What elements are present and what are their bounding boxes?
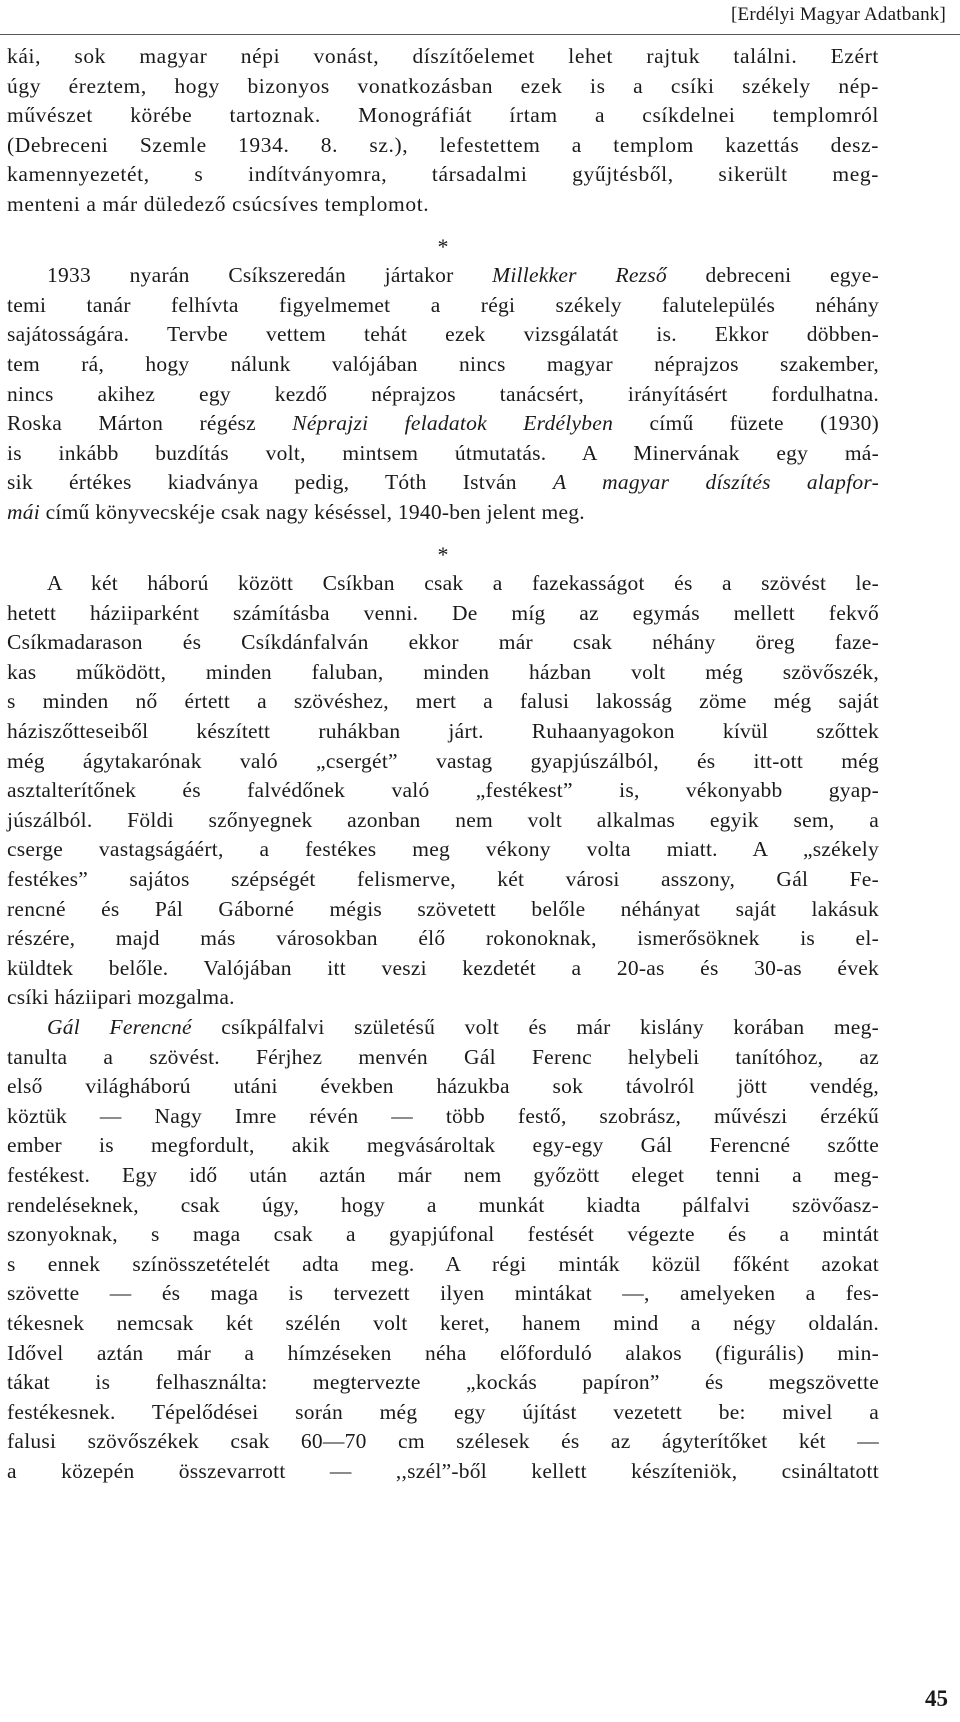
text-line: a közepén összevarrott — ,,szél”-ből kellett készíteniök, csináltatott	[7, 1458, 879, 1483]
text-line: első világháború utáni években házukba sok távolról jött vendég,	[7, 1074, 879, 1099]
text-span: 1933 nyarán Csíkszeredán jártakor	[47, 263, 493, 288]
text-line: tanulta a szövést. Férjhez menvén Gál Ferenc helybeli tanítóhoz, az	[7, 1044, 879, 1069]
text-line: tákat is felhasználta: megtervezte „kockás papíron” és megszövette	[7, 1370, 879, 1395]
book-title: mái	[7, 499, 40, 524]
text-line: még ágytakarónak való „csergét” vastag gyapjúszálból, és itt-ott még	[7, 748, 879, 773]
text-line	[7, 468, 879, 498]
text-line	[7, 498, 879, 528]
text-line: háziszőtteseiből készített ruhákban járt. Ruhaanyagokon kívül szőttek	[7, 719, 879, 744]
text-line: kas működött, minden faluban, minden házban volt még szövőszék,	[7, 659, 879, 684]
text-line: is inkább buzdítás volt, mintsem útmutatás. A Minervának egy má-	[7, 440, 879, 465]
text-line: sajátosságára. Tervbe vettem tehát ezek vizsgálatát is. Ekkor döbben-	[7, 322, 879, 347]
paragraph-gal-ferencne	[7, 1013, 879, 1487]
text-line: festékesnek. Tépelődései során még egy újítást vezetett be: mivel a	[7, 1399, 879, 1424]
text-line: részére, majd más városokban élő rokonoknak, ismerősöknek is el-	[7, 926, 879, 951]
text-line: szövette — és maga is tervezett ilyen mintákat —, amelyeken a fes-	[7, 1281, 879, 1306]
text-line: rencné és Pál Gáborné mégis szövetett belőle néhányat saját lakásuk	[7, 896, 879, 921]
text-line: falusi szövőszékek csak 60—70 cm szélesek és az ágyterítőket két —	[7, 1429, 879, 1454]
person-name: Gál Ferencné	[47, 1015, 192, 1039]
source-header: [Erdélyi Magyar Adatbank]	[731, 4, 946, 25]
text-span: című könyvecskéje csak nagy késéssel, 1940-ben jelent meg.	[40, 499, 585, 524]
page-number: 45	[925, 1686, 948, 1711]
text-span: Roska Márton régész	[7, 411, 293, 436]
text-line: A két háború között Csíkban csak a fazekasságot és a szövést le-	[47, 571, 879, 596]
text-line: csíki háziipari mozgalma.	[7, 985, 235, 1010]
text-line: cserge vastagságáért, a festékes meg vékony volta miatt. A „székely	[7, 837, 879, 862]
text-line: júszálból. Földi szőnyegnek azonban nem volt alkalmas egyik sem, a	[7, 807, 879, 832]
section-separator: *	[437, 541, 449, 567]
text-line: művészet körébe tartoznak. Monográfiát írtam a csíkdelnei templomról	[7, 103, 879, 128]
text-line: rendeléseknek, csak úgy, hogy a munkát kiadta pálfalvi szövőasz-	[7, 1192, 879, 1217]
paragraph-church	[7, 42, 879, 220]
text-line: tem rá, hogy nálunk valójában nincs magyar néprajzos szakember,	[7, 351, 879, 376]
header-rule	[0, 34, 960, 35]
text-line: temi tanár felhívta figyelmemet a régi székely falutelepülés néhány	[7, 292, 879, 317]
text-line: szonyoknak, s maga csak a gyapjúfonal festését végezte és a mintát	[7, 1222, 879, 1247]
text-line: festékes” sajátos szépségét felismerve, két városi asszony, Gál Fe-	[7, 867, 879, 892]
text-line: kái, sok magyar népi vonást, díszítőelemet lehet rajtuk találni. Ezért	[7, 44, 879, 68]
book-title: A magyar díszítés alapfor-	[552, 470, 879, 495]
paragraph-ethnography	[7, 261, 879, 527]
page-body	[7, 42, 879, 1487]
text-line: úgy éreztem, hogy bizonyos vonatkozásban ezek is a csíki székely nép-	[7, 73, 879, 98]
text-span: című füzete (1930)	[613, 411, 879, 436]
text-line: s ennek színösszetételét adta meg. A régi minták közül főként azokat	[7, 1251, 879, 1276]
text-line: nincs akihez egy kezdő néprajzos tanácsért, irányításért fordulhatna.	[7, 381, 879, 406]
text-line: s minden nő értett a szövéshez, mert a falusi lakosság zöme még saját	[7, 689, 879, 714]
text-line: Csíkmadarason és Csíkdánfalván ekkor már csak néhány öreg faze-	[7, 630, 879, 655]
text-span: csíkpálfalvi születésű volt és már kislány korában meg-	[191, 1015, 879, 1039]
text-line: festékest. Egy idő után aztán már nem győzött eleget tenni a meg-	[7, 1162, 879, 1187]
text-line: kamennyezetét, s indítványomra, társadalmi gyűjtésből, sikerült meg-	[7, 162, 879, 187]
text-line: köztük — Nagy Imre révén — több festő, szobrász, művészi érzékű	[7, 1103, 879, 1128]
text-line	[7, 409, 879, 439]
paragraph-home-industry	[7, 569, 879, 1013]
person-name: Millekker Rezső	[492, 263, 667, 288]
text-line: tékesnek nemcsak két szélén volt keret, hanem mind a négy oldalán.	[7, 1310, 879, 1335]
section-separator: *	[437, 233, 449, 259]
text-line: menteni a már düledező csúcsíves templomot.	[7, 191, 430, 216]
text-line: Idővel aztán már a hímzéseken néha előforduló alakos (figurális) min-	[7, 1340, 879, 1365]
text-line	[7, 261, 879, 291]
text-span: debreceni egye-	[666, 263, 879, 288]
text-line: hetett háziiparként számításba venni. De míg az egymás mellett fekvő	[7, 600, 879, 625]
text-line: küldtek belőle. Valójában itt veszi kezdetét a 20-as és 30-as évek	[7, 955, 879, 980]
text-line: ember is megfordult, akik megvásároltak egy-egy Gál Ferencné szőtte	[7, 1133, 879, 1158]
text-line: asztalterítőnek és falvédőnek való „festékest” is, vékonyabb gyap-	[7, 778, 879, 803]
book-title: Néprajzi feladatok Erdélyben	[292, 411, 614, 436]
text-line: (Debreceni Szemle 1934. 8. sz.), lefestettem a templom kazettás desz-	[7, 132, 879, 157]
text-line	[7, 1013, 879, 1043]
text-span: sik értékes kiadványa pedig, Tóth István	[7, 470, 553, 495]
